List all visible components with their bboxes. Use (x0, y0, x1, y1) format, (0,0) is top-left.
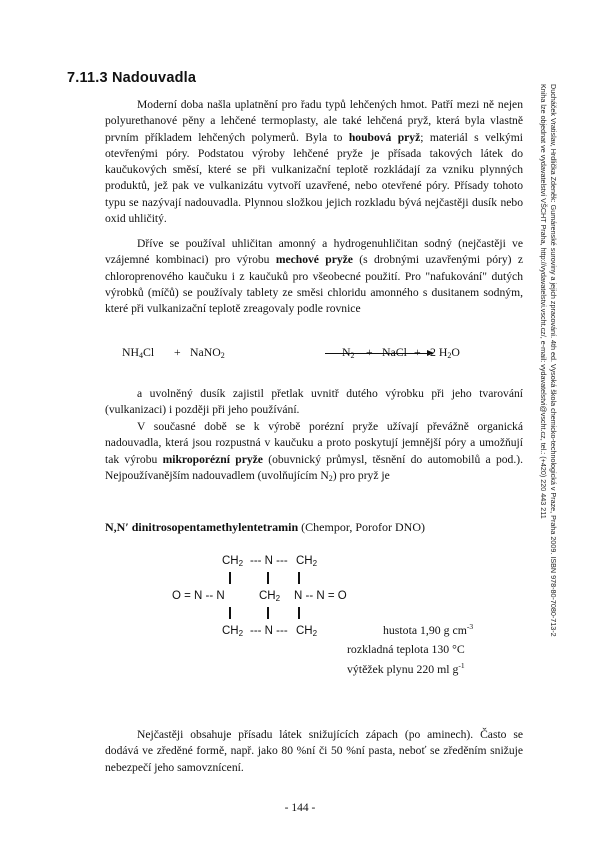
notice-line: Kniha lze objednat ve vydavatelství VŠCHT Praha, http://vydavatelstvi.vscht.cz/, e-mail: vydavatelstvi@vscht.cz, tel.: (+420) 220 443 211 (539, 84, 548, 519)
paragraph-text: ) pro pryž je (332, 468, 390, 482)
emphasis-term: mechové pryže (275, 253, 353, 267)
subscript: 2 (328, 473, 333, 483)
chemical-equation (122, 345, 542, 363)
equation-product-2: NaCl (382, 345, 407, 359)
compound-name: N,N′ dinitrosopentamethylentetramin (105, 520, 299, 534)
emphasis-term: mikroporézní pryže (162, 452, 263, 466)
page-number: - 144 - (284, 802, 316, 814)
compound-title (105, 520, 425, 535)
property-decomposition-temp: rozkladná teplota 130 °C (347, 642, 465, 656)
section-heading: 7.11.3 Nadouvadla (67, 70, 197, 86)
property-density: hustota 1,90 g $cm^{-3}$ (383, 622, 474, 637)
structure-ch2-top-left: $CH_2$ (222, 555, 244, 568)
bond-line (229, 607, 231, 619)
paragraph-usage: Nejčastěji obsahuje přísadu látek snižujících zápach (po aminech). Často se dodává ve zředěné formě, např. jako 80 %ní či 50 %ní pasta, neboť se zředěním snižuje nebezpečí jeho samovznícení. (105, 728, 523, 774)
compound-trade-names: (Chempor, Porofor DNO) (301, 520, 425, 534)
structure-ch2-bottom-right: $CH_2$ (296, 625, 318, 638)
paragraph-nitrogen: a uvolněný dusík zajistil přetlak uvnitř dutého výrobku při jeho tvarování (vulkanizaci) i později při jeho používání. (105, 387, 523, 417)
paragraph-modern (105, 419, 523, 484)
paragraph-text: Moderní doba našla uplatnění pro řadu typů lehčených hmot. Patří mezi ně nejen polyurethanové pěny a lehčené termoplasty, ale také lehčená pryž, která byla vlastně prvním příkladem lehčených polymerů. Byla to (105, 98, 523, 144)
structure-nitroso-right: N -- N = O (294, 590, 347, 602)
bond-line (267, 607, 269, 619)
structure-ch2-top-right: $CH_2$ (296, 555, 318, 568)
paragraph-text: V současné době se k výrobě porézní pryže užívají převážně organická nadouvadla, která jsou rozpustná v kaučuku a proto poskytují jemnější póry a umožňují tak výrobu (105, 420, 523, 466)
equation-plus: + (414, 345, 421, 359)
structure-nitroso-left: O = N -- N (172, 590, 225, 602)
paragraph-text: Dříve se používal uhličitan amonný a hydrogenuhličitan sodný (nejčastěji ve vzájemné kombinaci) pro výrobu (105, 237, 523, 267)
equation-reactant-1: $NH_4Cl$ (122, 345, 155, 360)
paragraph-history (105, 236, 523, 317)
structural-formula (172, 555, 382, 640)
bond-line (298, 607, 300, 619)
structure-ch2-bottom-left: $CH_2$ (222, 625, 244, 638)
equation-product-3: 2 $H_2O$ (430, 345, 460, 360)
notice-line: Ducháček Vratislav, Hrdlička Zdeněk: Gumárenské suroviny a jejich zpracování. 4th ed. Vysoká škola chemicko-technologická v Praze, Praha 2009. ISBN 978-80-7080-713-2 (549, 84, 558, 637)
paragraph-text: ; materiál s velkými otevřenými póry. Podstatou výroby lehčené pryže je přísada takových látek do kaučukových směsí, které se při vulkanizační teplotě rozkládají za vzniku plynných produktů, jež pak ve vulkanizátu vytvoří uzavřené, nebo otevřené póry. Přísady tohoto typu se nazývají nadouvadla. Plynnou složkou jejich rozkladu bývá nejčastěji dusík nebo oxid uhličitý. (105, 130, 524, 226)
side-copyright-notice (536, 84, 558, 724)
structure-ch2-center: $CH_2$ (259, 590, 281, 603)
equation-reactant-2: NaNO$_2$ (190, 345, 225, 360)
bond-line (229, 572, 231, 584)
paragraph-intro (105, 97, 523, 227)
equation-plus: + (174, 345, 181, 359)
equation-product-1: $N_2$ (342, 345, 355, 360)
bond-line (298, 572, 300, 584)
paragraph-text: (s drobnými uzavřenými póry) z chloroprenového kaučuku i z kaučuků pro všeobecné použití. Pro "nafukování" dutých výrobků (míčů) se používaly tablety ze směsi chloridu amonného s dusitanem sodným, které při vulkanizační teplotě zreagovaly podle rovnice (105, 253, 523, 316)
structure-bridge-top: --- N --- (250, 555, 288, 567)
structure-bridge-bottom: --- N --- (250, 625, 288, 637)
equation-plus: + (366, 345, 373, 359)
property-gas-yield: výtěžek plynu 220 ml $g^{-1}$ (347, 661, 465, 676)
paragraph-text: (obuvnický průmysl, těsnění do automobilů a pod.). Nejpoužívanějším nadouvadlem (uvolňujícím N (105, 452, 523, 482)
emphasis-term: houbová pryž (348, 130, 421, 144)
bond-line (267, 572, 269, 584)
